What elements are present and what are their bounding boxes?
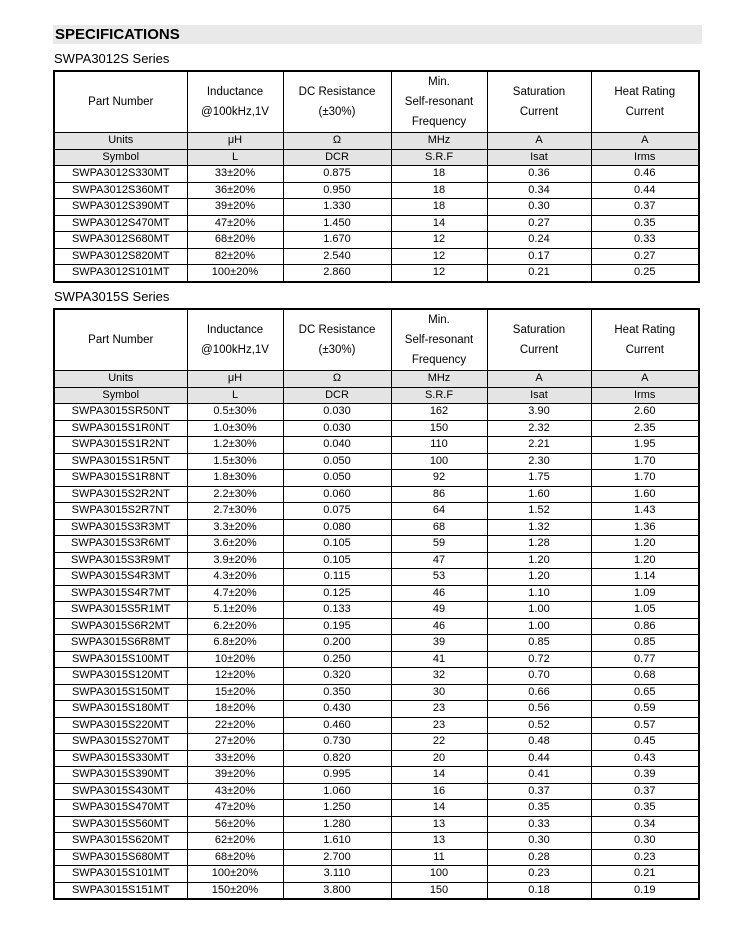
table-row — [54, 701, 699, 718]
part-number-cell: SWPA3015S470MT — [54, 800, 187, 817]
irms-cell: 0.85 — [591, 635, 699, 652]
part-number-cell: SWPA3015SR50NT — [54, 404, 187, 421]
table-row — [54, 552, 699, 569]
col-part-header: Part Number — [54, 71, 187, 133]
irms-cell: 0.59 — [591, 701, 699, 718]
symbol-row: Symbol L DCR S.R.F Isat Irms — [54, 387, 699, 404]
inductance-cell: 68±20% — [187, 849, 283, 866]
dcr-cell: 2.700 — [283, 849, 391, 866]
irms-cell: 0.86 — [591, 618, 699, 635]
srf-cell: 46 — [391, 585, 487, 602]
srf-cell: 150 — [391, 420, 487, 437]
spec-table-body — [54, 71, 699, 282]
part-number-cell: SWPA3015S100MT — [54, 651, 187, 668]
srf-cell: 14 — [391, 215, 487, 232]
table-row — [54, 470, 699, 487]
irms-cell: 0.65 — [591, 684, 699, 701]
irms-cell: 0.27 — [591, 248, 699, 265]
irms-cell: 2.35 — [591, 420, 699, 437]
irms-cell: 0.39 — [591, 767, 699, 784]
table-row — [54, 866, 699, 883]
dcr-cell: 0.040 — [283, 437, 391, 454]
spec-table-3015 — [53, 308, 700, 900]
dcr-cell: 0.030 — [283, 404, 391, 421]
inductance-cell: 3.9±20% — [187, 552, 283, 569]
isat-cell: 0.37 — [487, 783, 591, 800]
srf-cell: 16 — [391, 783, 487, 800]
table-row — [54, 783, 699, 800]
table-row — [54, 668, 699, 685]
isat-cell: 0.24 — [487, 232, 591, 249]
table-row — [54, 585, 699, 602]
isat-cell: 3.90 — [487, 404, 591, 421]
inductance-cell: 4.3±20% — [187, 569, 283, 586]
symbol-row: Symbol L DCR S.R.F Isat Irms — [54, 149, 699, 166]
srf-cell: 59 — [391, 536, 487, 553]
inductance-cell: 47±20% — [187, 215, 283, 232]
irms-cell: 0.35 — [591, 215, 699, 232]
irms-cell: 1.95 — [591, 437, 699, 454]
srf-cell: 12 — [391, 265, 487, 282]
inductance-cell: 82±20% — [187, 248, 283, 265]
table-row — [54, 684, 699, 701]
inductance-cell: 150±20% — [187, 882, 283, 899]
irms-cell: 0.77 — [591, 651, 699, 668]
srf-cell: 100 — [391, 866, 487, 883]
irms-cell: 1.70 — [591, 453, 699, 470]
isat-cell: 0.35 — [487, 800, 591, 817]
srf-cell: 18 — [391, 166, 487, 183]
inductance-cell: 4.7±20% — [187, 585, 283, 602]
table-row — [54, 717, 699, 734]
table-row — [54, 404, 699, 421]
dcr-cell: 0.133 — [283, 602, 391, 619]
dcr-cell: 0.030 — [283, 420, 391, 437]
inductance-cell: 33±20% — [187, 750, 283, 767]
irms-cell: 0.37 — [591, 783, 699, 800]
part-number-cell: SWPA3015S390MT — [54, 767, 187, 784]
isat-cell: 0.36 — [487, 166, 591, 183]
dcr-cell: 0.460 — [283, 717, 391, 734]
srf-cell: 13 — [391, 816, 487, 833]
table-row — [54, 602, 699, 619]
col-part-header: Part Number — [54, 309, 187, 371]
dcr-cell: 0.195 — [283, 618, 391, 635]
table-row — [54, 734, 699, 751]
srf-cell: 13 — [391, 833, 487, 850]
srf-cell: 68 — [391, 519, 487, 536]
inductance-cell: 100±20% — [187, 866, 283, 883]
isat-cell: 0.21 — [487, 265, 591, 282]
srf-cell: 12 — [391, 232, 487, 249]
part-number-cell: SWPA3015S150MT — [54, 684, 187, 701]
irms-cell: 1.05 — [591, 602, 699, 619]
isat-cell: 1.00 — [487, 602, 591, 619]
page-title: SPECIFICATIONS — [55, 26, 180, 43]
srf-cell: 32 — [391, 668, 487, 685]
srf-cell: 47 — [391, 552, 487, 569]
table-row — [54, 800, 699, 817]
inductance-cell: 68±20% — [187, 232, 283, 249]
col-inductance-header: Inductance @100kHz,1V — [187, 71, 283, 133]
table-row — [54, 618, 699, 635]
dcr-cell: 0.250 — [283, 651, 391, 668]
srf-cell: 11 — [391, 849, 487, 866]
part-number-cell: SWPA3012S470MT — [54, 215, 187, 232]
part-number-cell: SWPA3015S560MT — [54, 816, 187, 833]
col-dcr-header: DC Resistance (±30%) — [283, 71, 391, 133]
part-number-cell: SWPA3015S3R3MT — [54, 519, 187, 536]
dcr-cell: 3.800 — [283, 882, 391, 899]
table-row — [54, 849, 699, 866]
part-number-cell: SWPA3015S1R5NT — [54, 453, 187, 470]
srf-cell: 14 — [391, 767, 487, 784]
dcr-cell: 0.200 — [283, 635, 391, 652]
col-dcr-header: DC Resistance (±30%) — [283, 309, 391, 371]
table-row — [54, 767, 699, 784]
srf-cell: 22 — [391, 734, 487, 751]
isat-cell: 1.10 — [487, 585, 591, 602]
irms-cell: 0.34 — [591, 816, 699, 833]
srf-cell: 49 — [391, 602, 487, 619]
part-number-cell: SWPA3015S1R8NT — [54, 470, 187, 487]
part-number-cell: SWPA3015S6R2MT — [54, 618, 187, 635]
irms-cell: 0.68 — [591, 668, 699, 685]
irms-cell: 0.23 — [591, 849, 699, 866]
dcr-cell: 0.105 — [283, 552, 391, 569]
col-sat-header: Saturation Current — [487, 71, 591, 133]
dcr-cell: 0.060 — [283, 486, 391, 503]
isat-cell: 0.34 — [487, 182, 591, 199]
part-number-cell: SWPA3015S620MT — [54, 833, 187, 850]
dcr-cell: 1.280 — [283, 816, 391, 833]
irms-cell: 0.57 — [591, 717, 699, 734]
dcr-cell: 2.860 — [283, 265, 391, 282]
isat-cell: 1.00 — [487, 618, 591, 635]
srf-cell: 86 — [391, 486, 487, 503]
dcr-cell: 0.350 — [283, 684, 391, 701]
table-row — [54, 232, 699, 249]
table-row — [54, 420, 699, 437]
irms-cell: 0.35 — [591, 800, 699, 817]
irms-cell: 0.44 — [591, 182, 699, 199]
inductance-cell: 27±20% — [187, 734, 283, 751]
dcr-cell: 0.820 — [283, 750, 391, 767]
isat-cell: 2.21 — [487, 437, 591, 454]
part-number-cell: SWPA3012S101MT — [54, 265, 187, 282]
srf-cell: 150 — [391, 882, 487, 899]
inductance-cell: 12±20% — [187, 668, 283, 685]
inductance-cell: 43±20% — [187, 783, 283, 800]
srf-cell: 14 — [391, 800, 487, 817]
srf-cell: 162 — [391, 404, 487, 421]
inductance-cell: 6.2±20% — [187, 618, 283, 635]
inductance-cell: 33±20% — [187, 166, 283, 183]
inductance-cell: 1.5±30% — [187, 453, 283, 470]
part-number-cell: SWPA3015S2R7NT — [54, 503, 187, 520]
srf-cell: 23 — [391, 701, 487, 718]
isat-cell: 0.23 — [487, 866, 591, 883]
dcr-cell: 1.610 — [283, 833, 391, 850]
spec-table-3012 — [53, 70, 700, 283]
units-row: Units μH Ω MHz A A — [54, 133, 699, 150]
dcr-cell: 0.875 — [283, 166, 391, 183]
dcr-cell: 0.730 — [283, 734, 391, 751]
table-row — [54, 199, 699, 216]
inductance-cell: 6.8±20% — [187, 635, 283, 652]
inductance-cell: 0.5±30% — [187, 404, 283, 421]
part-number-cell: SWPA3015S2R2NT — [54, 486, 187, 503]
isat-cell: 0.72 — [487, 651, 591, 668]
irms-cell: 0.21 — [591, 866, 699, 883]
irms-cell: 1.60 — [591, 486, 699, 503]
part-number-cell: SWPA3015S1R2NT — [54, 437, 187, 454]
dcr-cell: 0.080 — [283, 519, 391, 536]
isat-cell: 0.48 — [487, 734, 591, 751]
part-number-cell: SWPA3015S151MT — [54, 882, 187, 899]
isat-cell: 1.28 — [487, 536, 591, 553]
table-row — [54, 248, 699, 265]
irms-cell: 0.30 — [591, 833, 699, 850]
isat-cell: 2.32 — [487, 420, 591, 437]
isat-cell: 1.20 — [487, 552, 591, 569]
part-number-cell: SWPA3015S270MT — [54, 734, 187, 751]
part-number-cell: SWPA3015S3R6MT — [54, 536, 187, 553]
inductance-cell: 1.2±30% — [187, 437, 283, 454]
inductance-cell: 22±20% — [187, 717, 283, 734]
inductance-cell: 2.7±30% — [187, 503, 283, 520]
isat-cell: 0.52 — [487, 717, 591, 734]
isat-cell: 1.60 — [487, 486, 591, 503]
part-number-cell: SWPA3015S6R8MT — [54, 635, 187, 652]
dcr-cell: 1.250 — [283, 800, 391, 817]
part-number-cell: SWPA3015S4R3MT — [54, 569, 187, 586]
header-row — [54, 309, 699, 371]
isat-cell: 0.66 — [487, 684, 591, 701]
dcr-cell: 1.330 — [283, 199, 391, 216]
table-row — [54, 750, 699, 767]
isat-cell: 1.20 — [487, 569, 591, 586]
irms-cell: 1.20 — [591, 536, 699, 553]
table-row — [54, 166, 699, 183]
dcr-cell: 0.995 — [283, 767, 391, 784]
isat-cell: 0.70 — [487, 668, 591, 685]
table-row — [54, 536, 699, 553]
irms-cell: 0.43 — [591, 750, 699, 767]
part-number-cell: SWPA3012S680MT — [54, 232, 187, 249]
isat-cell: 1.32 — [487, 519, 591, 536]
dcr-cell: 1.060 — [283, 783, 391, 800]
inductance-cell: 2.2±30% — [187, 486, 283, 503]
part-number-cell: SWPA3015S101MT — [54, 866, 187, 883]
irms-cell: 1.20 — [591, 552, 699, 569]
dcr-cell: 3.110 — [283, 866, 391, 883]
irms-cell: 0.25 — [591, 265, 699, 282]
inductance-cell: 1.0±30% — [187, 420, 283, 437]
part-number-cell: SWPA3015S4R7MT — [54, 585, 187, 602]
table-row — [54, 635, 699, 652]
isat-cell: 0.17 — [487, 248, 591, 265]
part-number-cell: SWPA3015S1R0NT — [54, 420, 187, 437]
isat-cell: 1.52 — [487, 503, 591, 520]
irms-cell: 1.43 — [591, 503, 699, 520]
srf-cell: 12 — [391, 248, 487, 265]
part-number-cell: SWPA3012S330MT — [54, 166, 187, 183]
col-heat-header: Heat Rating Current — [591, 71, 699, 133]
series-title-3015: SWPA3015S Series — [54, 289, 170, 304]
dcr-cell: 0.050 — [283, 453, 391, 470]
col-srf-header: Min. Self-resonant Frequency — [391, 71, 487, 133]
dcr-cell: 0.950 — [283, 182, 391, 199]
inductance-cell: 18±20% — [187, 701, 283, 718]
part-number-cell: SWPA3015S330MT — [54, 750, 187, 767]
table-row — [54, 265, 699, 282]
inductance-cell: 3.3±20% — [187, 519, 283, 536]
srf-cell: 23 — [391, 717, 487, 734]
inductance-cell: 62±20% — [187, 833, 283, 850]
dcr-cell: 0.320 — [283, 668, 391, 685]
table-row — [54, 651, 699, 668]
inductance-cell: 5.1±20% — [187, 602, 283, 619]
isat-cell: 0.85 — [487, 635, 591, 652]
dcr-cell: 0.115 — [283, 569, 391, 586]
dcr-cell: 0.050 — [283, 470, 391, 487]
series-title-3012: SWPA3012S Series — [54, 51, 170, 66]
table-row — [54, 569, 699, 586]
isat-cell: 0.33 — [487, 816, 591, 833]
isat-cell: 1.75 — [487, 470, 591, 487]
srf-cell: 18 — [391, 199, 487, 216]
table-row — [54, 882, 699, 899]
dcr-cell: 2.540 — [283, 248, 391, 265]
srf-cell: 39 — [391, 635, 487, 652]
srf-cell: 100 — [391, 453, 487, 470]
section-banner — [53, 25, 702, 44]
header-row — [54, 71, 699, 133]
units-row: Units μH Ω MHz A A — [54, 371, 699, 388]
dcr-cell: 0.105 — [283, 536, 391, 553]
irms-cell: 0.37 — [591, 199, 699, 216]
dcr-cell: 0.075 — [283, 503, 391, 520]
part-number-cell: SWPA3015S5R1MT — [54, 602, 187, 619]
srf-cell: 20 — [391, 750, 487, 767]
inductance-cell: 56±20% — [187, 816, 283, 833]
inductance-cell: 10±20% — [187, 651, 283, 668]
table-row — [54, 215, 699, 232]
srf-cell: 30 — [391, 684, 487, 701]
part-number-cell: SWPA3015S430MT — [54, 783, 187, 800]
irms-cell: 1.36 — [591, 519, 699, 536]
col-sat-header: Saturation Current — [487, 309, 591, 371]
inductance-cell: 1.8±30% — [187, 470, 283, 487]
table-row — [54, 182, 699, 199]
col-srf-header: Min. Self-resonant Frequency — [391, 309, 487, 371]
isat-cell: 0.56 — [487, 701, 591, 718]
isat-cell: 0.30 — [487, 199, 591, 216]
part-number-cell: SWPA3012S820MT — [54, 248, 187, 265]
irms-cell: 1.70 — [591, 470, 699, 487]
srf-cell: 64 — [391, 503, 487, 520]
part-number-cell: SWPA3015S120MT — [54, 668, 187, 685]
isat-cell: 0.18 — [487, 882, 591, 899]
isat-cell: 2.30 — [487, 453, 591, 470]
inductance-cell: 15±20% — [187, 684, 283, 701]
irms-cell: 0.45 — [591, 734, 699, 751]
table-row — [54, 503, 699, 520]
srf-cell: 46 — [391, 618, 487, 635]
inductance-cell: 47±20% — [187, 800, 283, 817]
table-row — [54, 453, 699, 470]
srf-cell: 110 — [391, 437, 487, 454]
inductance-cell: 36±20% — [187, 182, 283, 199]
irms-cell: 2.60 — [591, 404, 699, 421]
inductance-cell: 3.6±20% — [187, 536, 283, 553]
part-number-cell: SWPA3012S390MT — [54, 199, 187, 216]
col-inductance-header: Inductance @100kHz,1V — [187, 309, 283, 371]
srf-cell: 92 — [391, 470, 487, 487]
part-number-cell: SWPA3012S360MT — [54, 182, 187, 199]
col-heat-header: Heat Rating Current — [591, 309, 699, 371]
inductance-cell: 100±20% — [187, 265, 283, 282]
isat-cell: 0.41 — [487, 767, 591, 784]
table-row — [54, 833, 699, 850]
spec-table-body — [54, 309, 699, 899]
srf-cell: 53 — [391, 569, 487, 586]
dcr-cell: 0.125 — [283, 585, 391, 602]
irms-cell: 1.09 — [591, 585, 699, 602]
part-number-cell: SWPA3015S180MT — [54, 701, 187, 718]
irms-cell: 0.33 — [591, 232, 699, 249]
inductance-cell: 39±20% — [187, 767, 283, 784]
irms-cell: 1.14 — [591, 569, 699, 586]
table-row — [54, 486, 699, 503]
isat-cell: 0.28 — [487, 849, 591, 866]
part-number-cell: SWPA3015S220MT — [54, 717, 187, 734]
isat-cell: 0.30 — [487, 833, 591, 850]
table-row — [54, 519, 699, 536]
dcr-cell: 0.430 — [283, 701, 391, 718]
isat-cell: 0.44 — [487, 750, 591, 767]
srf-cell: 18 — [391, 182, 487, 199]
part-number-cell: SWPA3015S3R9MT — [54, 552, 187, 569]
inductance-cell: 39±20% — [187, 199, 283, 216]
dcr-cell: 1.450 — [283, 215, 391, 232]
table-row — [54, 816, 699, 833]
isat-cell: 0.27 — [487, 215, 591, 232]
irms-cell: 0.19 — [591, 882, 699, 899]
dcr-cell: 1.670 — [283, 232, 391, 249]
irms-cell: 0.46 — [591, 166, 699, 183]
srf-cell: 41 — [391, 651, 487, 668]
table-row — [54, 437, 699, 454]
part-number-cell: SWPA3015S680MT — [54, 849, 187, 866]
